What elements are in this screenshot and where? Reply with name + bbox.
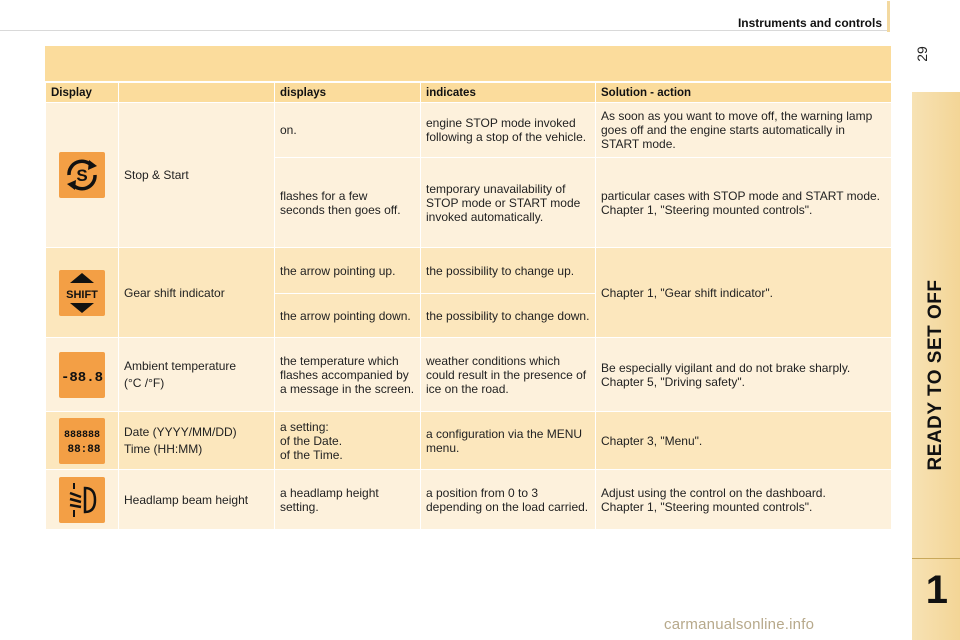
headlamp-beam-icon (59, 477, 105, 523)
headlamp-solution-line2: Chapter 1, "Steering mounted controls". (601, 499, 813, 514)
watermark: carmanualsonline.info (664, 616, 815, 633)
header-name (119, 83, 275, 103)
table-row (46, 248, 892, 294)
date-time-displays (275, 412, 421, 470)
icon-cell (46, 338, 119, 412)
date-time-solution: Chapter 3, "Menu". (596, 412, 892, 470)
time-icon-digits: 88:88 (67, 443, 101, 456)
page-number: 29 (914, 46, 931, 62)
ambient-temp-displays: the temperature which flashes accompanied by a message in the screen. (275, 338, 421, 412)
ambient-temp-name-line1: Ambient temperature (124, 359, 237, 373)
table-row (46, 470, 892, 530)
headlamp-name: Headlamp beam height (119, 470, 275, 530)
gear-up-indicates: the possibility to change up. (421, 248, 596, 294)
gear-down-displays: the arrow pointing down. (275, 294, 421, 338)
date-time-name-line2: Time (HH:MM) (124, 442, 203, 456)
gear-shift-name: Gear shift indicator (119, 248, 275, 338)
stop-start-on-indicates: engine STOP mode invoked following a stop of the vehicle. (421, 103, 596, 158)
table-top-band (45, 46, 891, 82)
table-header-row (46, 83, 892, 103)
icon-cell (46, 103, 119, 248)
ambient-temp-name-line2: (°C /°F) (124, 376, 165, 390)
temperature-display-icon (59, 352, 105, 398)
instrument-table (45, 82, 892, 530)
stop-start-on-displays: on. (275, 103, 421, 158)
stop-start-flash-solution: particular cases with STOP mode and START mode. Chapter 1, "Steering mounted controls". (596, 158, 892, 248)
gear-up-displays: the arrow pointing up. (275, 248, 421, 294)
table-row (46, 338, 892, 412)
stop-start-flash-indicates: temporary unavailability of STOP mode or START mode invoked automatically. (421, 158, 596, 248)
temperature-icon-digits: -88.8 (60, 369, 104, 386)
header-rule (0, 30, 888, 31)
ambient-temp-name (119, 338, 275, 412)
header-displays: displays (275, 83, 421, 103)
date-time-displays-line2: of the Date. (280, 433, 343, 448)
icon-cell (46, 248, 119, 338)
headlamp-solution-line1: Adjust using the control on the dashboard. (601, 485, 826, 500)
headlamp-solution (596, 470, 892, 530)
chapter-number: 1 (925, 568, 948, 612)
gear-shift-icon-label: SHIFT (66, 288, 98, 301)
svg-text:S: S (76, 166, 88, 185)
instrument-table-wrap (45, 46, 891, 530)
date-time-name (119, 412, 275, 470)
icon-cell (46, 470, 119, 530)
section-title-text: READY TO SET OFF (925, 279, 946, 471)
table-row (46, 412, 892, 470)
gear-shift-icon (59, 270, 105, 316)
date-icon-digits: 888888 (63, 429, 101, 441)
stop-start-flash-displays: flashes for a few seconds then goes off. (275, 158, 421, 248)
page-header-title: Instruments and controls (737, 16, 882, 30)
stop-start-on-solution: As soon as you want to move off, the warning lamp goes off and the engine starts automatically in START mode. (596, 103, 892, 158)
header-indicates: indicates (421, 83, 596, 103)
date-time-display-icon (59, 418, 105, 464)
section-title (918, 200, 954, 550)
date-time-indicates: a configuration via the MENU menu. (421, 412, 596, 470)
headlamp-indicates: a position from 0 to 3 depending on the load carried. (421, 470, 596, 530)
date-time-displays-line3: of the Time. (280, 447, 343, 462)
ambient-temp-indicates: weather conditions which could result in the presence of ice on the road. (421, 338, 596, 412)
icon-cell (46, 412, 119, 470)
headlamp-displays: a headlamp height setting. (275, 470, 421, 530)
date-time-displays-line1: a setting: (280, 419, 329, 434)
gear-shift-solution: Chapter 1, "Gear shift indicator". (596, 248, 892, 338)
stop-start-name: Stop & Start (119, 103, 275, 248)
header-solution: Solution - action (596, 83, 892, 103)
ambient-temp-solution: Be especially vigilant and do not brake sharply. Chapter 5, "Driving safety". (596, 338, 892, 412)
stop-start-icon (59, 152, 105, 198)
gear-down-indicates: the possibility to change down. (421, 294, 596, 338)
side-divider (912, 558, 960, 559)
header-display: Display (46, 83, 119, 103)
date-time-name-line1: Date (YYYY/MM/DD) (124, 425, 237, 439)
table-row (46, 103, 892, 158)
